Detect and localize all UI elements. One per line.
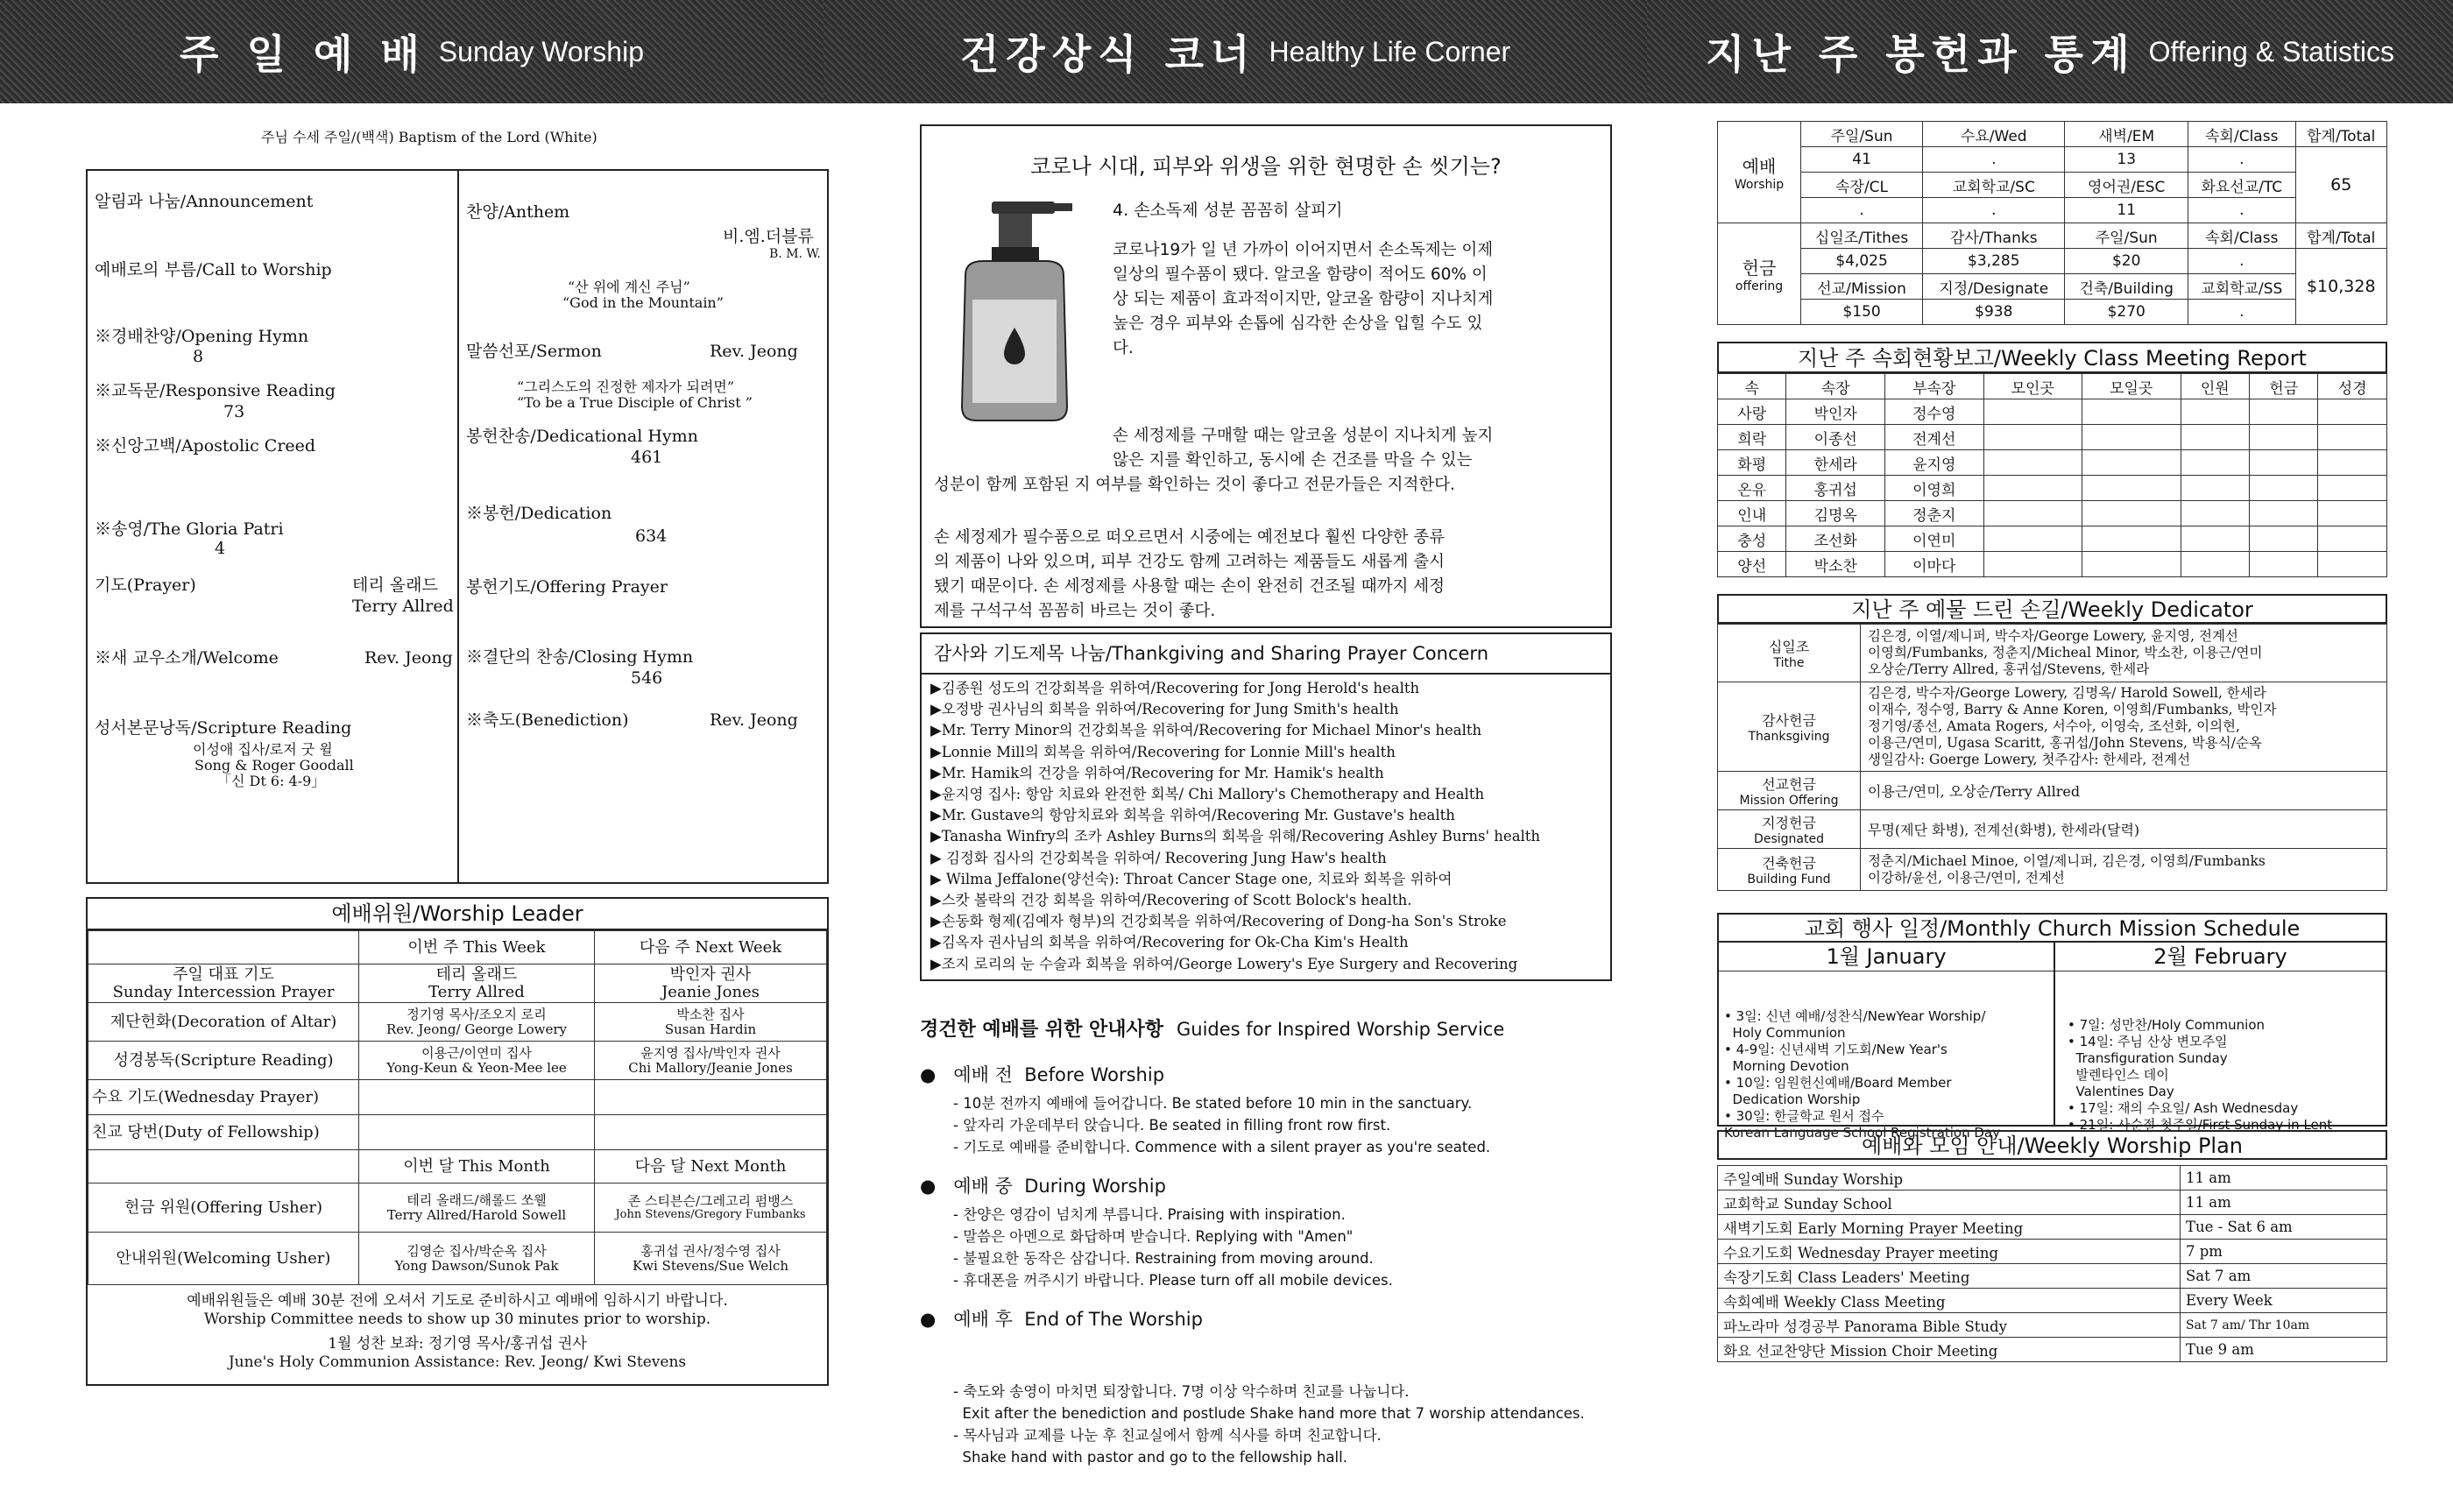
- list-item: ▶조지 로리의 눈 수술과 회복을 위하여/George Lowery's Eye Surgery and Recovering: [930, 955, 1518, 972]
- guides-title: 경건한 예배를 위한 안내사항 Guides for Inspired Worship Service: [920, 1019, 1505, 1041]
- header-worship: [0, 0, 824, 103]
- table-row: 수요 기도(Wednesday Prayer): [88, 1080, 827, 1115]
- table-row: 온유 홍귀섭 이영희: [1718, 476, 2387, 501]
- anthem-performer-ko: 비.엠.더블류: [723, 227, 814, 246]
- anthem-title-en: “God in the Mountain”: [562, 294, 724, 311]
- list-item: ▶ 김정화 집사의 건강회복을 위하여/ Recovering Jung Haw's health: [930, 849, 1387, 866]
- table-row: 지정헌금 Designated 무명(제단 화병), 전계선(화병), 한세라(달력): [1718, 810, 2387, 849]
- guide-after: ● 예배 후 End of The Worship - 축도와 송영이 마치면 퇴장합니다. 7명 이상 악수하며 친교를 나눕니다. Exit after the benediction and postlude Shake hand more that 7 worship attendances. - 목사님과 교제를 나눈 후 친교실에서 함께 식사를 하며 친교합니다. Shake hand with pastor and go to the fellowship hall.: [920, 1309, 1585, 1466]
- header-worship-en: Sunday Worship: [438, 35, 644, 67]
- table-row: 교회학교 Sunday School 11 am: [1718, 1191, 2387, 1215]
- table-row: 안내위원(Welcoming Usher) 김영순 집사/박순옥 집사 Yong Dawson/Sunok Pak 홍귀섭 권사/정수영 집사 Kwi Stevens/Sue Welch: [88, 1233, 827, 1285]
- list-item: ▶Mr. Terry Minor의 건강회복을 위하여/Recovering for Michael Minor's health: [930, 722, 1482, 739]
- header-offering-ko: 지난 주 봉헌과 통계: [1706, 31, 2137, 78]
- list-item: ▶손동화 형제(김예자 형부)의 건강회복을 위하여/Recovering of Dong-ha Son's Stroke: [930, 913, 1507, 930]
- table-row: 수요기도회 Wednesday Prayer meeting 7 pm: [1718, 1240, 2387, 1264]
- item-opening-hymn: ※경배찬양/Opening Hymn: [95, 327, 309, 346]
- guides-section: [920, 1014, 1612, 1512]
- list-item: ▶윤지영 집사: 항암 치료와 완전한 회복/ Chi Mallory's Chemotherapy and Health: [930, 786, 1485, 803]
- table-row: 충성 조선화 이연미: [1718, 526, 2387, 552]
- list-item: ▶오정방 권사님의 회복을 위하여/Recovering for Jung Smith's health: [930, 701, 1399, 718]
- item-scripture-reading: 성서본문낭독/Scripture Reading: [95, 718, 352, 738]
- health-para-1: 코로나19가 일 년 가까이 이어지면서 손소독제는 이제 일상의 필수품이 됐다. 알코올 함량이 적어도 60% 이 상 되는 제품이 효과적이지만, 알코올 함량이 지나치게 높은 경우 피부와 손톱에 심각한 손상을 입힐 수도 있 다.: [1113, 241, 1494, 357]
- header-health-en: Healthy Life Corner: [1269, 35, 1511, 67]
- prayer-leader-en: Terry Allred: [352, 597, 454, 616]
- list-item: ▶Mr. Gustave의 항암치료와 회복을 위하여/Recovering Mr. Gustave's health: [930, 807, 1455, 824]
- prayer-panel: [920, 632, 1612, 981]
- order-of-service: [86, 169, 829, 884]
- table-row: 새벽기도회 Early Morning Prayer Meeting Tue - Sat 6 am: [1718, 1215, 2387, 1240]
- health-subtitle: 4. 손소독제 성분 꼼꼼히 살피기: [1113, 201, 1343, 220]
- worship-leader-note: 예배위원들은 예배 30분 전에 오셔서 기도로 준비하시고 예배에 임하시기 바랍니다. Worship Committee needs to show up 30 minutes prior to worship. 1월 성찬 보좌: 정기영 목사/홍귀섭 권사 June's Holy Communion Assistance: Rev. Jeong/ Kwi Stevens: [187, 1292, 728, 1371]
- table-row: 속회예배 Weekly Class Meeting Every Week: [1718, 1289, 2387, 1313]
- guide-during: ● 예배 중 During Worship - 찬양은 영감이 넘치게 부릅니다. Praising with inspiration. - 말씀은 아멘으로 화답하며 받습니다. Replying with "Amen" - 불필요한 동작은 삼갑니다. Restraining from moving around. - 휴대폰을 꺼주시기 바랍니다. Please turn off all mobile devices.: [920, 1176, 1393, 1289]
- bullet-icon: ●: [920, 1309, 937, 1330]
- worship-plan-title: 예배와 모임 안내/Weekly Worship Plan: [1717, 1130, 2387, 1160]
- list-item: ▶김종원 성도의 건강회복을 위하여/Recovering for Jong Herold's health: [930, 680, 1420, 696]
- item-responsive-reading: ※교독문/Responsive Reading: [95, 381, 336, 400]
- schedule-january: 1월 January • 3일: 신년 예배/성찬식/NewYear Worship/ Holy Communion • 4-9일: 신년새벽 기도회/New Year's Morning Devotion • 10일: 임원헌신예배/Board Member Dedication Worship • 30일: 한글학교 원서 접수 Korean Language School Registration Day: [1719, 943, 2055, 1125]
- table-row: 화평 한세라 윤지영: [1718, 450, 2387, 476]
- table-row: 속장기도회 Class Leaders' Meeting Sat 7 am: [1718, 1264, 2387, 1289]
- health-para-3: 손 세정제가 필수품으로 떠오르면서 시중에는 예전보다 훨씬 다양한 종류 의 제품이 나와 있으며, 피부 건강도 함께 고려하는 제품들도 새롭게 출시 됐기 때문이다. 손 세정제를 사용할 때는 손이 완전히 건조될 때까지 세정 제를 구석구석 꼼꼼히 바르는 것이 좋다.: [934, 528, 1446, 620]
- list-item: ▶스캇 볼락의 건강 회복을 위하여/Recovering of Scott Bolock's health.: [930, 892, 1412, 909]
- schedule-body: [1717, 943, 2387, 1141]
- table-row: 양선 박소찬 이마다: [1718, 552, 2387, 577]
- offering-total: $10,328: [2295, 249, 2386, 325]
- header-health: [824, 0, 1647, 103]
- table-row: 제단헌화(Decoration of Altar) 정기영 목사/조오지 로리 Rev. Jeong/ George Lowery 박소찬 집사 Susan Hardin: [88, 1003, 827, 1042]
- scripture-reader-ko: 이성애 집사/로저 굿 윌: [193, 741, 333, 758]
- health-para-2: 손 세정제를 구매할 때는 알코올 성분이 지나치게 높지 않은 지를 확인하고, 동시에 손 건조를 막을 수 있는: [1113, 427, 1494, 470]
- item-gloria-patri: ※송영/The Gloria Patri: [95, 519, 284, 539]
- prayer-leader-ko: 테리 올래드: [352, 576, 438, 595]
- closing-hymn-number: 546: [631, 668, 663, 688]
- table-row: 헌금 위원(Offering Usher) 테리 올래드/해롤드 쏘웰 Terry Allred/Harold Sowell 존 스티븐슨/그레고리 펌뱅스 John Stevens/Gregory Fumbanks: [88, 1183, 827, 1233]
- worship-leader-panel: [86, 897, 829, 1386]
- table-row: 성경봉독(Scripture Reading) 이용근/이연미 집사 Yong-Keun & Yeon-Mee lee 윤지영 집사/박인자 권사 Chi Mallory/Jeanie Jones: [88, 1042, 827, 1080]
- worship-leader-table: [88, 930, 827, 1285]
- worship-plan: [1717, 1130, 2387, 1362]
- statistics-table: 예배 Worship 주일/Sun 수요/Wed 새벽/EM 속회/Class 합계/Total 41 . 13 . 65 속장/CL 교회학교/SC 영어권/ESC 화요선교/TC . . 11 . 헌금 offering 십일조/Tithes 감사/Thanks 주일/Sun 속회/Class 합계/Total $4,025 $3,285 $20 . $10,328 선교/Mission 지정/Designate 건축/Building 교회학교/SS $150 $938 $270 .: [1717, 121, 2387, 325]
- schedule-title: 교회 행사 일정/Monthly Church Mission Schedule: [1717, 913, 2387, 943]
- table-row: 건축헌금 Building Fund 정춘지/Michael Minoe, 이열/제니퍼, 김은경, 이영희/Fumbanks 이강하/윤선, 이용근/연미, 전계선: [1718, 849, 2387, 891]
- table-row: 인내 김명옥 정춘지: [1718, 501, 2387, 526]
- dedication-number: 634: [635, 526, 668, 546]
- list-item: ▶Lonnie Mill의 회복을 위하여/Recovering for Lonnie Mill's health: [930, 743, 1396, 760]
- table-row: 십일조 Tithe 김은경, 이열/제니퍼, 박수자/George Lowery, 윤지영, 전계선 이영희/Fumbanks, 정춘지/Micheal Minor, 박소찬, 이용근/연미 오상순/Terry Allred, 홍귀섭/Stevens, 한세라: [1718, 625, 2387, 682]
- worship-plan-table: [1717, 1165, 2387, 1362]
- header-offering: [1647, 0, 2453, 103]
- health-para-2b: 성분이 함께 포함된 지 여부를 확인하는 것이 좋다고 전문가들은 지적한다.: [934, 476, 1455, 494]
- class-report: [1717, 342, 2387, 577]
- item-announcement: 알림과 나눔/Announcement: [95, 192, 314, 211]
- table-row: 사랑 박인자 정수영: [1718, 399, 2387, 425]
- table-row: 주일 대표 기도 Sunday Intercession Prayer 테리 올래드 Terry Allred 박인자 권사 Jeanie Jones: [88, 964, 827, 1003]
- item-closing-hymn: ※결단의 찬송/Closing Hymn: [466, 647, 694, 667]
- list-item: ▶Tanasha Winfry의 조카 Ashley Burns의 회복을 위해/Recovering Ashley Burns' health: [930, 828, 1541, 845]
- item-dedicational-hymn: 봉헌찬송/Dedicational Hymn: [466, 427, 698, 446]
- prayer-list: [922, 675, 1610, 979]
- schedule-section: [1717, 913, 2387, 1141]
- worship-leader-title: 예배위원/Worship Leader: [88, 899, 827, 930]
- next-month-header: 다음 달 Next Month: [595, 1150, 827, 1183]
- anthem-performer-en: B. M. W.: [769, 247, 821, 261]
- prayer-title: 감사와 기도제목 나눔/Thankgiving and Sharing Prayer Concern: [922, 634, 1610, 675]
- benediction-leader: Rev. Jeong: [710, 710, 798, 730]
- class-report-table: 속 속장 부속장 모인곳 모일곳 인원 헌금 성경 사랑 박인자 정수영 희락 이종선 전계선 화평 한세라 윤지영 온유 홍귀섭 이영희 인내 김명옥 정춘지 충성 조선화 이연미 양선 박소찬 이마다: [1717, 373, 2387, 577]
- table-row: 선교헌금 Mission Offering 이용근/연미, 오상순/Terry Allred: [1718, 772, 2387, 810]
- divider: [457, 171, 459, 882]
- item-apostolic-creed: ※신앙고백/Apostolic Creed: [95, 436, 316, 456]
- responsive-reading-number: 73: [223, 402, 245, 421]
- guide-before: ● 예배 전 Before Worship - 10분 전까지 예배에 들어갑니다. Be stated before 10 min in the sanctuary. - 앞자리 가운데부터 앉습니다. Be seated in filling front row first. - 기도로 예배를 준비합니다. Commence with a silent prayer as you're seated.: [920, 1064, 1491, 1155]
- bullet-icon: ●: [920, 1176, 937, 1197]
- sermon-preacher: Rev. Jeong: [710, 342, 798, 361]
- header-health-ko: 건강상식 코너: [959, 31, 1257, 78]
- table-row: 주일예배 Sunday Worship 11 am: [1718, 1166, 2387, 1191]
- sanitizer-bottle-icon: [930, 196, 1097, 424]
- item-sermon: 말씀선포/Sermon: [466, 342, 602, 361]
- opening-hymn-number: 8: [193, 347, 204, 366]
- item-call-to-worship: 예배로의 부름/Call to Worship: [95, 260, 332, 279]
- service-subtitle: 주님 수세 주일/(백색) Baptism of the Lord (White): [261, 129, 597, 145]
- sermon-title-ko: “그리스도의 진정한 제자가 되려면”: [517, 378, 735, 395]
- sermon-title-en: “To be a True Disciple of Christ ”: [517, 394, 753, 411]
- item-anthem: 찬양/Anthem: [466, 202, 570, 222]
- dedicator-section: [1717, 594, 2387, 891]
- attendance-total: 65: [2295, 147, 2386, 223]
- table-row: 파노라마 성경공부 Panorama Bible Study Sat 7 am/ Thr 10am: [1718, 1313, 2387, 1338]
- list-item: ▶김옥자 권사님의 회복을 위하여/Recovering for Ok-Cha Kim's Health: [930, 934, 1409, 951]
- item-dedication: ※봉헌/Dedication: [466, 504, 612, 523]
- health-title: 코로나 시대, 피부와 위생을 위한 현명한 손 씻기는?: [1030, 154, 1502, 179]
- next-week-header: 다음 주 Next Week: [595, 931, 827, 964]
- welcome-leader: Rev. Jeong: [364, 648, 453, 668]
- item-benediction: ※축도(Benediction): [466, 710, 629, 730]
- table-row: 감사헌금 Thanksgiving 김은경, 박수자/George Lowery, 김명옥/ Harold Sowell, 한세라 이재수, 정수영, Barry & Anne Koren, 이영희/Fumbanks, 박인자 정기영/종선, Amata Rogers, 서수아, 이영숙, 조선화, 이의현, 이용근/연미, Ugasa Scaritt, 홍귀섭/John Stevens, 박용식/순옥 생일감사: Goerge Lowery, 첫주감사: 한세라, 전계선: [1718, 682, 2387, 772]
- class-report-title: 지난 주 속회현황보고/Weekly Class Meeting Report: [1717, 342, 2387, 373]
- table-row: 친교 당번(Duty of Fellowship): [88, 1115, 827, 1150]
- gloria-patri-number: 4: [215, 539, 226, 558]
- bullet-icon: ●: [920, 1064, 937, 1085]
- table-row: 희락 이종선 전계선: [1718, 425, 2387, 450]
- dedicator-title: 지난 주 예물 드린 손길/Weekly Dedicator: [1717, 594, 2387, 624]
- list-item: ▶ Wilma Jeffalone(양선숙): Throat Cancer Stage one, 치료와 회복을 위하여: [930, 870, 1453, 887]
- dedicational-hymn-number: 461: [631, 448, 663, 467]
- health-article: [920, 124, 1612, 628]
- dedicator-table: [1717, 624, 2387, 891]
- list-item: ▶Mr. Hamik의 건강을 위하여/Recovering for Mr. Hamik's health: [930, 764, 1384, 781]
- header-offering-en: Offering & Statistics: [2148, 35, 2394, 67]
- scripture-reference: 「신 Dt 6: 4-9」: [217, 773, 326, 789]
- item-welcome: ※새 교우소개/Welcome: [95, 648, 279, 668]
- this-month-header: 이번 달 This Month: [359, 1150, 595, 1183]
- table-row: 화요 선교찬양단 Mission Choir Meeting Tue 9 am: [1718, 1338, 2387, 1362]
- this-week-header: 이번 주 This Week: [359, 931, 595, 964]
- scripture-reader-en: Song & Roger Goodall: [194, 757, 354, 774]
- item-prayer: 기도(Prayer): [95, 576, 196, 595]
- empty-cell: [88, 931, 359, 964]
- header-worship-ko: 주 일 예 배: [180, 31, 427, 78]
- schedule-february: 2월 February • 7일: 성만찬/Holy Communion • 14일: 주님 산상 변모주일 Transfiguration Sunday 발렌타인스 데이 Valentines Day • 17일: 재의 수요일/ Ash Wednesday • 21일: 사순절 첫주일/First Sunday in Lent: [2055, 943, 2386, 1125]
- anthem-title-ko: “산 위에 계신 주님”: [568, 279, 690, 295]
- item-offering-prayer: 봉헌기도/Offering Prayer: [466, 577, 668, 597]
